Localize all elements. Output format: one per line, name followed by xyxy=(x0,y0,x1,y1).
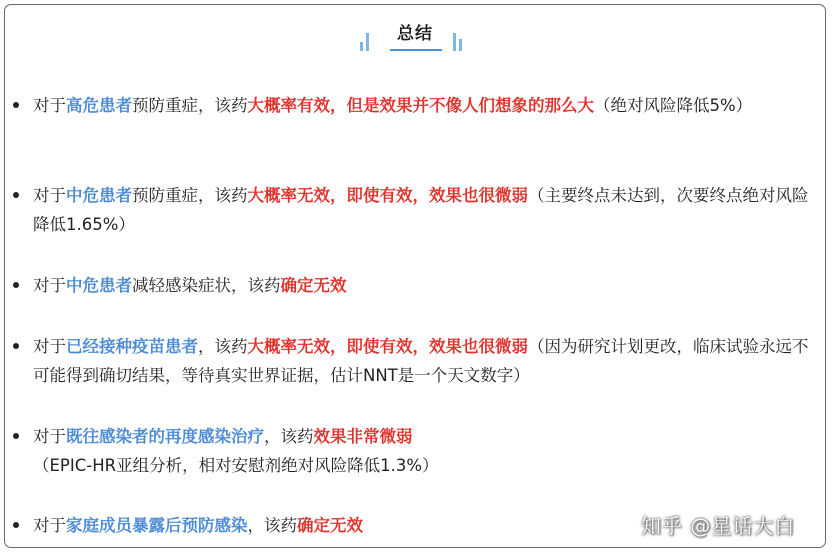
bullet-icon xyxy=(13,102,19,108)
watermark: 知乎 @星话大白 xyxy=(641,514,796,538)
list-item-text: 对于中危患者预防重症，该药大概率无效，即使有效，效果也很微弱（主要终点未达到，次要终点绝对风险降低1.65%） xyxy=(33,186,809,234)
list-item xyxy=(5,332,825,390)
list-item xyxy=(5,271,825,300)
bullet-icon xyxy=(13,522,19,528)
list-item xyxy=(5,422,825,480)
summary-title: 总结 xyxy=(397,24,433,44)
summary-card xyxy=(4,4,826,548)
list-item xyxy=(5,91,825,120)
list-item-text: 对于家庭成员暴露后预防感染，该药确定无效 xyxy=(33,516,363,535)
list-item-text: 对于高危患者预防重症，该药大概率有效，但是效果并不像人们想象的那么大（绝对风险降低5%） xyxy=(33,96,753,115)
summary-header xyxy=(5,15,825,55)
list-item-text: 对于已经接种疫苗患者，该药大概率无效，即使有效，效果也很微弱（因为研究计划更改，临床试验永远不可能得到确切结果，等待真实世界证据，估计NNT是一个天文数字） xyxy=(33,337,809,385)
list-item-text: 对于既往感染者的再度感染治疗，该药效果非常微弱（EPIC-HR亚组分析，相对安慰剂绝对风险降低1.3%） xyxy=(33,427,439,475)
list-item-text: 对于中危患者减轻感染症状，该药确定无效 xyxy=(33,276,347,295)
bullet-icon xyxy=(13,343,19,349)
bullet-icon xyxy=(13,282,19,288)
bar-decoration-icon xyxy=(453,33,467,51)
bullet-icon xyxy=(13,433,19,439)
bullet-icon xyxy=(13,192,19,198)
title-underline xyxy=(390,49,442,51)
list-item xyxy=(5,181,825,239)
